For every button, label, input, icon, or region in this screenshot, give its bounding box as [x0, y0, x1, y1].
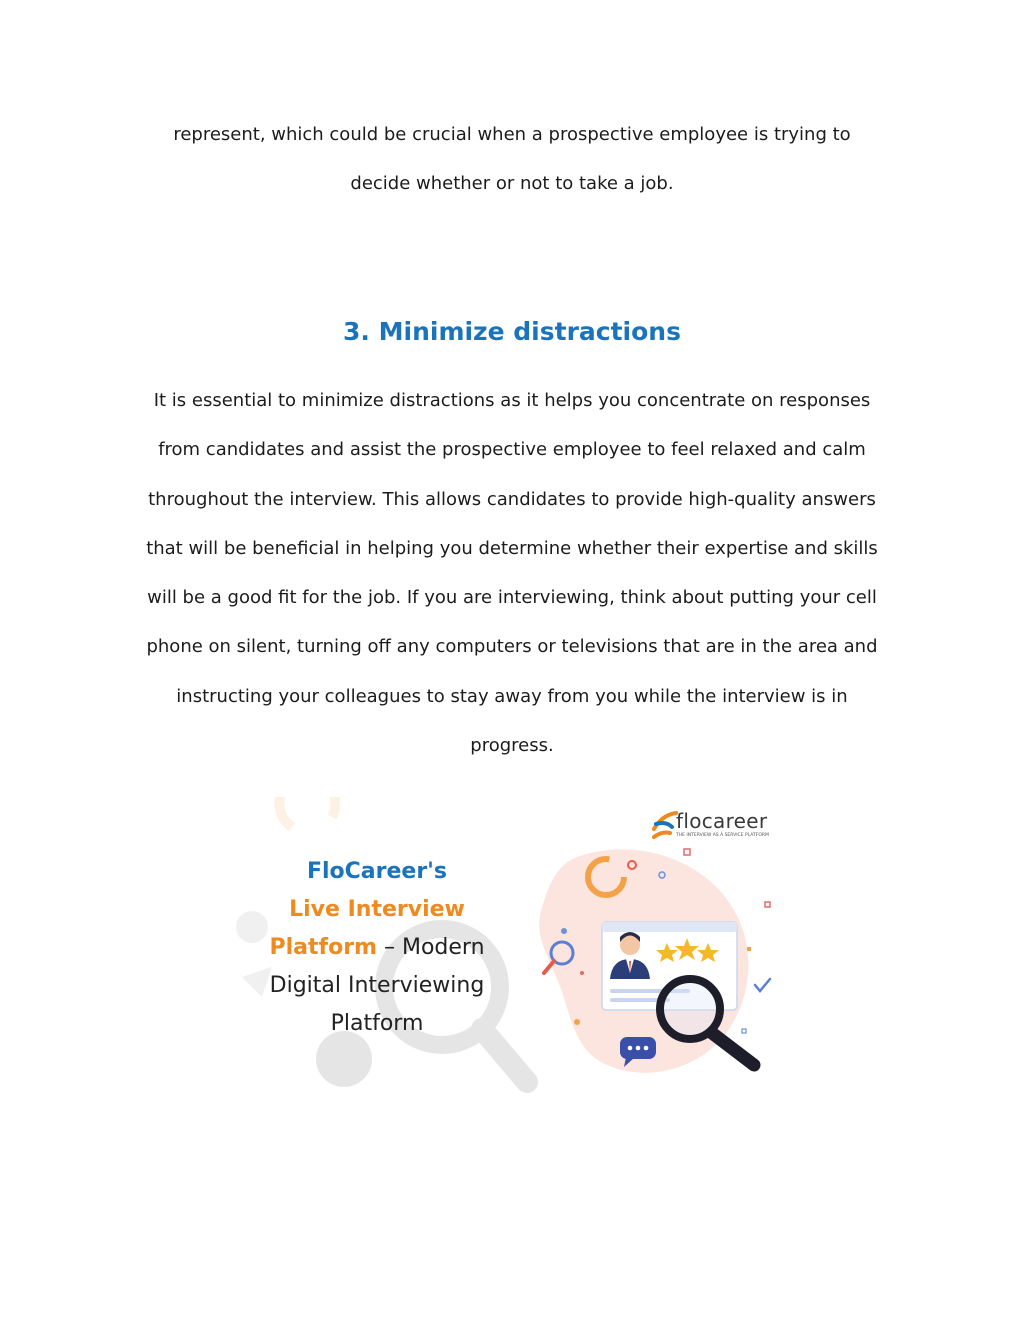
- paragraph-line: progress.: [470, 735, 554, 757]
- checkmark-icon: [755, 979, 770, 991]
- paragraph-line: instructing your colleagues to stay away from you while the interview is in: [176, 685, 848, 707]
- paragraph-line: from candidates and assist the prospective employee to feel relaxed and calm: [158, 439, 866, 461]
- paragraph-line: throughout the interview. This allows candidates to provide high-quality answers: [148, 488, 876, 510]
- flocareer-logo-wordmark: flocareer: [676, 809, 768, 833]
- flocareer-logo-tagline: THE INTERVIEW AS A SERVICE PLATFORM: [676, 833, 769, 838]
- banner-title-line: Platform: [330, 1011, 424, 1036]
- paragraph-line: phone on silent, turning off any computers or televisions that are in the area and: [146, 636, 878, 658]
- paragraph-line: decide whether or not to take a job.: [350, 173, 674, 195]
- banner-title-line: Live Interview: [289, 897, 465, 922]
- section-paragraph: [100, 376, 924, 770]
- banner-title-rest: – Modern: [376, 935, 485, 960]
- flocareer-banner-image: [232, 797, 792, 1095]
- intro-paragraph: [100, 110, 924, 209]
- paragraph-line: represent, which could be crucial when a prospective employee is trying to: [173, 124, 851, 145]
- banner-title-line: FloCareer's: [306, 859, 448, 884]
- section-heading: 3. Minimize distractions: [343, 317, 681, 346]
- paragraph-line: It is essential to minimize distractions as it helps you concentrate on responses: [153, 390, 871, 411]
- flocareer-logo-mark: [654, 813, 676, 837]
- paragraph-line: that will be beneficial in helping you determine whether their expertise and skills: [146, 537, 878, 559]
- paragraph-line: will be a good fit for the job. If you are interviewing, think about putting your cell: [147, 587, 877, 609]
- banner-title-highlight: Platform: [269, 935, 377, 960]
- banner-title-line: [232, 929, 522, 967]
- banner-title-line: Digital Interviewing: [269, 973, 485, 998]
